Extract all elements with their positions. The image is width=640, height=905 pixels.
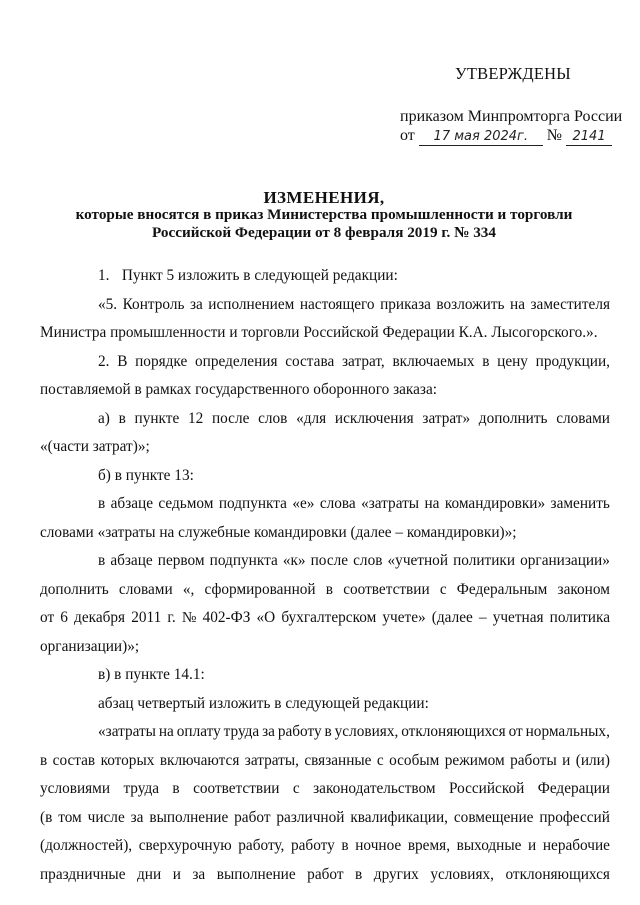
word: за (192, 866, 206, 883)
word: работ (234, 809, 271, 826)
word: «для (296, 410, 327, 427)
word: затрат, (342, 353, 385, 370)
word: в (98, 495, 106, 512)
handwritten-date: 17 мая 2024г. (419, 129, 543, 146)
word: в (482, 353, 490, 370)
word: и (172, 866, 181, 883)
number-prefix: № (546, 127, 563, 144)
word: а) (98, 410, 110, 427)
word: декабря (74, 609, 126, 626)
word: слова (319, 495, 356, 512)
subitem-b-para-1-line-1 (98, 494, 610, 514)
subitem-v-para-2-line-5 (40, 836, 610, 856)
word: на (158, 723, 174, 740)
order-date-line (400, 127, 612, 146)
word: бухгалтерском (281, 609, 377, 626)
word: Российской (448, 780, 525, 797)
word: условиями (40, 780, 111, 797)
subitem-v: в) в пункте 14.1: (98, 666, 205, 683)
word: командировки» (444, 495, 546, 512)
word: выходные (456, 837, 522, 854)
word: (далее (431, 609, 473, 626)
subitem-b-para-2-line-4: организации)»; (40, 638, 140, 655)
word: выполнение (149, 809, 229, 826)
word: особым (389, 752, 440, 769)
word: дополнить (478, 410, 548, 427)
word: с (292, 780, 300, 797)
word: политики (453, 552, 516, 569)
word: сверхурочную (138, 837, 232, 854)
word: исключения (334, 410, 414, 427)
word: в (172, 780, 180, 797)
word: 12 (187, 410, 204, 427)
word: заместителя (530, 296, 610, 313)
word: после (310, 552, 349, 569)
word: затрат» (422, 410, 471, 427)
subitem-v-para-2-line-1 (98, 722, 610, 742)
word: абзаце (110, 495, 154, 512)
word: (в (40, 809, 53, 826)
word: – (478, 609, 487, 626)
word: в (355, 866, 363, 883)
word: состава (285, 353, 335, 370)
word: время, (407, 837, 451, 854)
word: 402-ФЗ (202, 609, 251, 626)
word: которых (100, 752, 155, 769)
word: в (341, 837, 349, 854)
word: с (376, 752, 384, 769)
word: числе (87, 809, 125, 826)
word: настоящего (299, 296, 375, 313)
word: нерабочие (542, 837, 610, 854)
subitem-v-para-2-line-3 (40, 779, 610, 799)
subitem-a-line-2: «(части затрат)»; (40, 438, 150, 455)
paragraph-text: Пункт 5 изложить в следующей редакции: (121, 267, 398, 284)
document-subtitle-line-2: Российской Федерации от 8 февраля 2019 г. № 334 (152, 224, 496, 241)
word: соответствии (343, 581, 430, 598)
word: различной (276, 809, 345, 826)
subitem-b-para-2-line-1 (98, 551, 610, 571)
word: дни (137, 866, 162, 883)
word: учетная (492, 609, 544, 626)
word: в (98, 552, 106, 569)
subitem-a-line-1 (98, 409, 610, 429)
word: труда (123, 780, 160, 797)
document-subtitle-line-1: которые вносятся в приказ Министерства промышленности и торговли (75, 206, 573, 223)
word: от (508, 723, 523, 740)
word: связанные (304, 752, 372, 769)
word: заменить (550, 495, 610, 512)
word: (должностей), (40, 837, 133, 854)
word: совмещение (453, 809, 534, 826)
word: Контроль (122, 296, 185, 313)
word: продукции, (535, 353, 610, 370)
item-number: 1. (98, 267, 110, 284)
word: после (211, 410, 250, 427)
word: на (510, 296, 526, 313)
handwritten-number: 2141 (566, 129, 612, 146)
word: первом (157, 552, 205, 569)
word: выполнение (216, 866, 296, 883)
word: политика (549, 609, 610, 626)
paragraph-1-quote-line-1 (98, 295, 610, 315)
subitem-b: б) в пункте 13: (98, 467, 194, 484)
word: (или) (575, 752, 610, 769)
word: от (40, 609, 55, 626)
word: в (40, 752, 48, 769)
word: В (117, 353, 128, 370)
word: отклоняющихся (401, 723, 506, 740)
word: 2. (98, 353, 110, 370)
word: условиях, (334, 723, 399, 740)
word: труда (223, 723, 260, 740)
word: законом (557, 581, 610, 598)
word: «О (256, 609, 276, 626)
word: за (189, 296, 203, 313)
word: «е» (292, 495, 315, 512)
word: оплату (176, 723, 221, 740)
word: определения (195, 353, 278, 370)
subitem-b-para-2-line-2 (40, 580, 610, 600)
word: приказа (380, 296, 431, 313)
word: работы (510, 752, 557, 769)
word: законодательством (313, 780, 436, 797)
word: том (58, 809, 82, 826)
word: соответствии (193, 780, 280, 797)
word: режимом (444, 752, 505, 769)
word: состав (52, 752, 96, 769)
subitem-b-para-1-line-2: словами «затраты на служебные командировки (далее – командировки)»; (40, 524, 517, 541)
word: дополнить (40, 581, 109, 598)
word: за (262, 723, 275, 740)
word: затраты, (244, 752, 299, 769)
paragraph-1 (98, 266, 398, 286)
paragraph-2-line-2: поставляемой в рамках государственного оборонного заказа: (40, 381, 437, 398)
word: цену (497, 353, 528, 370)
word: работу (290, 837, 335, 854)
paragraph-1-quote-line-2: Министра промышленности и торговли Российской Федерации К.А. Лысогорского.». (40, 324, 598, 341)
subitem-v-para-2-line-6 (40, 865, 610, 885)
word: Федеральным (456, 581, 548, 598)
subitem-v-para-2-line-4 (40, 808, 610, 828)
word: «, (182, 581, 195, 598)
word: нормальных, (525, 723, 610, 740)
word: за (130, 809, 144, 826)
word: в (324, 723, 332, 740)
word: на (424, 495, 440, 512)
word: словами (556, 410, 610, 427)
word: № (181, 609, 197, 626)
word: пункте (134, 410, 180, 427)
document-title: ИЗМЕНЕНИЯ, (263, 188, 385, 207)
subitem-b-para-2-line-3 (40, 608, 610, 628)
word: с (439, 581, 447, 598)
word: работу, (238, 837, 285, 854)
word: порядке (135, 353, 188, 370)
word: слов (353, 552, 383, 569)
word: исполнением (208, 296, 295, 313)
word: в (118, 410, 126, 427)
subitem-v-para-2-line-2 (40, 751, 610, 771)
word: подпункта (209, 552, 278, 569)
word: праздничные (40, 866, 126, 883)
word: в (325, 581, 334, 598)
approved-label: УТВЕРЖДЕНЫ (455, 64, 571, 83)
word: «к» (282, 552, 306, 569)
word: 6 (60, 609, 68, 626)
word: сформированной (204, 581, 316, 598)
order-reference: приказом Минпромторга России (400, 108, 623, 125)
word: словами (118, 581, 173, 598)
word: «учетной (387, 552, 449, 569)
word: г. (167, 609, 176, 626)
word: и (562, 752, 571, 769)
word: 2011 (131, 609, 162, 626)
word: абзаце (110, 552, 153, 569)
date-prefix: от (400, 127, 415, 144)
word: включаются (159, 752, 240, 769)
word: отклоняющихся (505, 866, 610, 883)
word: включаемых (392, 353, 475, 370)
word: слов (258, 410, 288, 427)
word: Федерации (537, 780, 610, 797)
word: других (373, 866, 419, 883)
word: возложить (436, 296, 505, 313)
paragraph-2-line-1 (98, 352, 610, 372)
word: квалификации, (350, 809, 448, 826)
word: седьмом (158, 495, 214, 512)
word: условиях, (430, 866, 494, 883)
word: «5. (98, 296, 118, 313)
word: организации» (520, 552, 610, 569)
word: профессий (539, 809, 610, 826)
word: работ (307, 866, 344, 883)
word: работу (277, 723, 322, 740)
word: учете» (382, 609, 426, 626)
word: подпункта (218, 495, 287, 512)
word: «затраты (98, 723, 156, 740)
word: «затраты (361, 495, 420, 512)
word: и (528, 837, 537, 854)
word: ночное (355, 837, 402, 854)
subitem-v-para-1: абзац четвертый изложить в следующей редакции: (98, 695, 429, 712)
